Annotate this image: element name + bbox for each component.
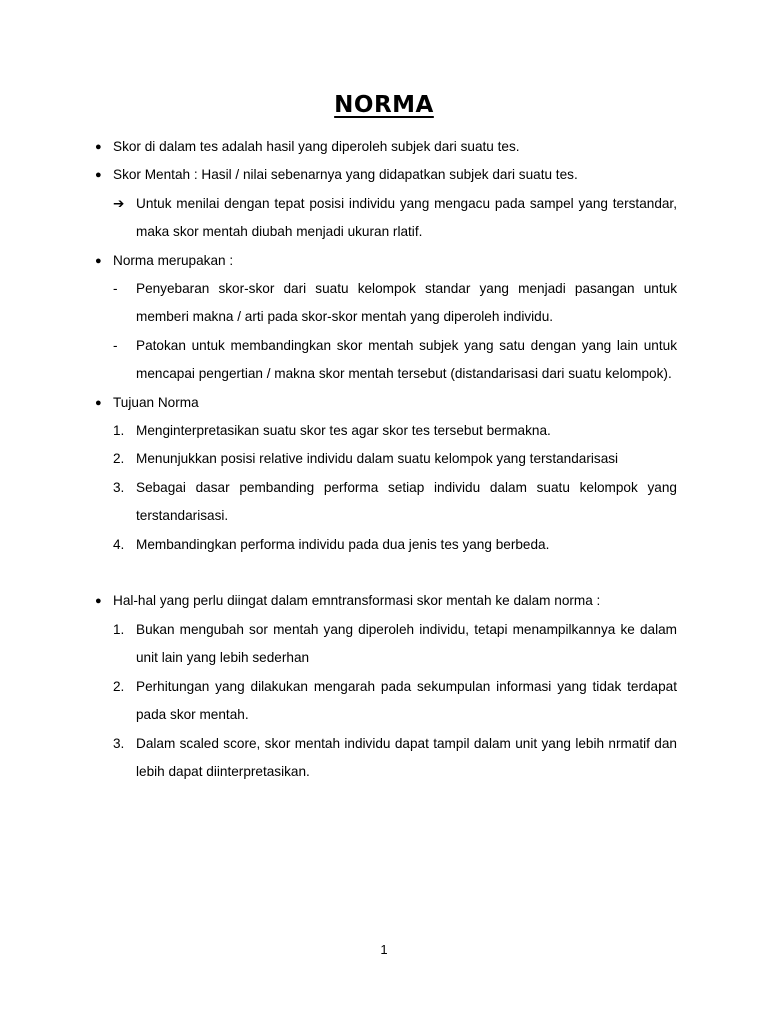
bullet-item <box>0 389 768 417</box>
arrow-text: Untuk menilai dengan tepat posisi individu yang mengacu pada sampel yang terstandar, maka skor mentah diubah menjadi ukuran rlatif. <box>136 195 677 240</box>
item-number: 3. <box>113 479 125 495</box>
bullet-icon: ● <box>95 396 102 409</box>
bullet-icon: ● <box>95 254 102 267</box>
numbered-item <box>0 445 768 473</box>
dash-icon: - <box>113 281 118 297</box>
bullet-item <box>0 161 768 189</box>
dash-text: Patokan untuk membandingkan skor mentah subjek yang satu dengan yang lain untuk mencapai pengertian / makna skor mentah tersebut (distandarisasi dari suatu kelompok). <box>136 337 677 382</box>
numbered-text: Menunjukkan posisi relative individu dalam suatu kelompok yang terstandarisasi <box>136 451 619 467</box>
page-number: 1 <box>380 942 388 957</box>
bullet-text: Skor Mentah : Hasil / nilai sebenarnya yang didapatkan subjek dari suatu tes. <box>113 167 578 183</box>
bullet-item <box>0 133 768 161</box>
numbered-text: Dalam scaled score, skor mentah individu dapat tampil dalam unit yang lebih nrmatif dan lebih dapat diinterpretasikan. <box>136 735 677 779</box>
arrow-item <box>0 190 768 247</box>
numbered-text: Perhitungan yang dilakukan mengarah pada sekumpulan informasi yang tidak terdapat pada skor mentah. <box>136 678 677 723</box>
page-title <box>0 92 768 118</box>
blank-line <box>0 559 768 587</box>
bullet-icon: ● <box>95 141 102 153</box>
numbered-text: Membandingkan performa individu pada dua jenis tes yang berbeda. <box>136 536 550 552</box>
item-number: 3. <box>113 735 125 751</box>
arrow-right-icon: ➔ <box>113 195 125 211</box>
document-body <box>0 133 768 786</box>
page-title-text: NORMA <box>334 92 434 118</box>
dash-item <box>0 332 768 389</box>
bullet-text: Hal-hal yang perlu diingat dalam emntransformasi skor mentah ke dalam norma : <box>113 593 601 609</box>
item-number: 2. <box>113 678 125 694</box>
numbered-item <box>0 616 768 673</box>
numbered-item <box>0 730 768 787</box>
item-number: 4. <box>113 536 125 552</box>
numbered-text: Sebagai dasar pembanding performa setiap individu dalam suatu kelompok yang terstandarisasi. <box>136 479 677 524</box>
bullet-text: Skor di dalam tes adalah hasil yang diperoleh subjek dari suatu tes. <box>113 139 520 154</box>
item-number: 2. <box>113 451 125 467</box>
bullet-text: Norma merupakan : <box>113 252 234 268</box>
bullet-icon: ● <box>95 169 102 182</box>
bullet-text: Tujuan Norma <box>113 394 199 410</box>
numbered-text: Bukan mengubah sor mentah yang diperoleh individu, tetapi menampilkannya ke dalam unit lain yang lebih sederhan <box>136 621 677 666</box>
numbered-item <box>0 531 768 559</box>
bullet-item <box>0 587 768 615</box>
numbered-text: Menginterpretasikan suatu skor tes agar skor tes tersebut bermakna. <box>136 423 551 439</box>
numbered-item <box>0 474 768 531</box>
dash-icon: - <box>113 337 118 353</box>
item-number: 1. <box>113 621 125 637</box>
bullet-icon: ● <box>95 595 102 608</box>
dash-text: Penyebaran skor-skor dari suatu kelompok standar yang menjadi pasangan untuk memberi makna / arti pada skor-skor mentah yang diperoleh individu. <box>136 281 677 325</box>
numbered-item <box>0 417 768 445</box>
dash-item <box>0 275 768 332</box>
item-number: 1. <box>113 423 125 439</box>
bullet-item <box>0 247 768 275</box>
numbered-item <box>0 673 768 730</box>
